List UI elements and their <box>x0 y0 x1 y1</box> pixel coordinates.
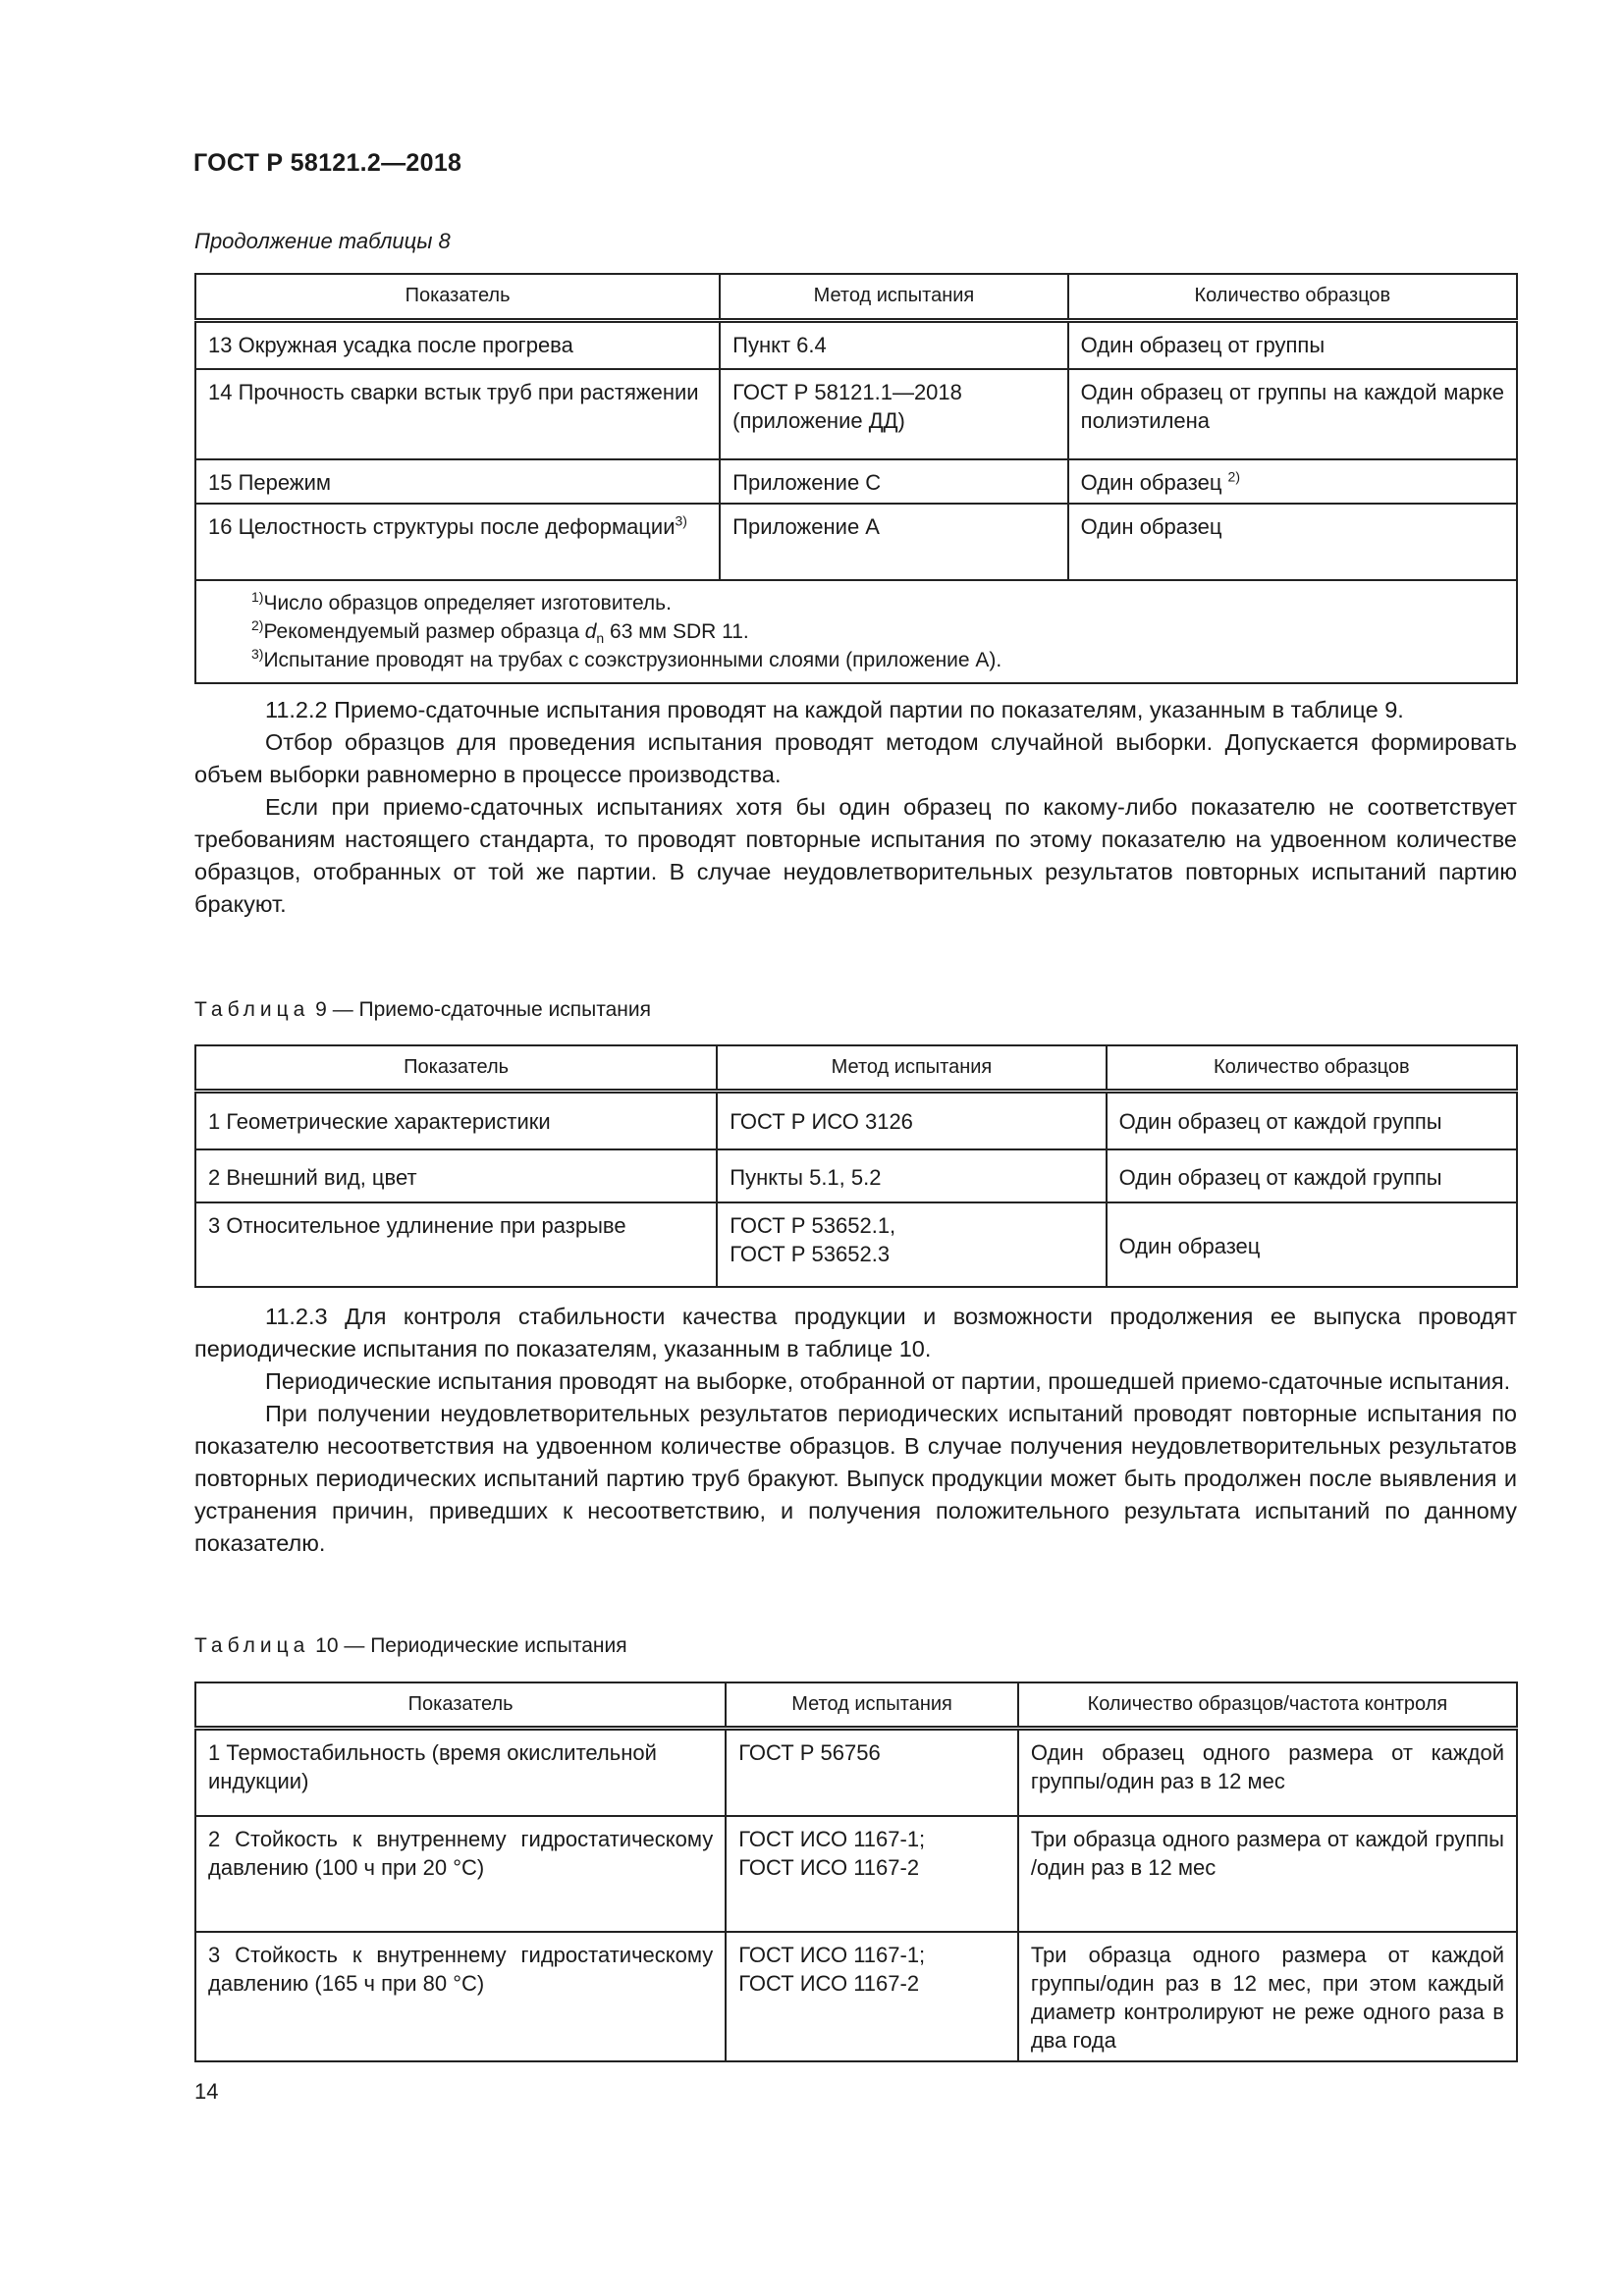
table-row <box>195 320 1517 369</box>
method-cell: Приложение С <box>720 459 1068 504</box>
indicator-cell: 3 Стойкость к внутреннему гидростатическому давлению (165 ч при 80 °С) <box>195 1932 726 2061</box>
table-continuation-label: Продолжение таблицы 8 <box>194 229 451 253</box>
paragraph: 11.2.2 Приемо-сдаточные испытания проводят на каждой партии по показателям, указанным в таблице 9. <box>265 697 1404 722</box>
indicator-cell: 14 Прочность сварки встык труб при растяжении <box>195 369 720 459</box>
document-title: ГОСТ Р 58121.2—2018 <box>193 149 462 177</box>
method-cell: ГОСТ Р 53652.1, ГОСТ Р 53652.3 <box>717 1202 1106 1287</box>
qty-text: Один образец <box>1080 470 1228 495</box>
column-header: Показатель <box>195 1682 726 1728</box>
paragraph: Если при приемо-сдаточных испытаниях хотя бы один образец по какому-либо показателю не соответствует требованиям настоящего стандарта, то проводят повторные испытания по этому показателю на удвоенном количестве образцов, отобранных от той же партии. В случае неудовлетворительных результатов повторных испытаний партию бракуют. <box>194 794 1517 917</box>
table-10-caption: Таблица 10 — Периодические испытания <box>194 1634 627 1657</box>
footnotes-row <box>195 580 1517 683</box>
section-11-2-3 <box>194 1301 1517 1560</box>
method-cell: ГОСТ Р 58121.1—2018 (приложение ДД) <box>720 369 1068 459</box>
method-cell: Пункт 6.4 <box>720 320 1068 369</box>
qty-cell: Один образец <box>1068 504 1517 580</box>
method-cell: Пункты 5.1, 5.2 <box>717 1149 1106 1202</box>
column-header: Количество образцов <box>1107 1045 1517 1091</box>
table-row <box>195 1816 1517 1932</box>
indicator-cell: 2 Стойкость к внутреннему гидростатическому давлению (100 ч при 20 °С) <box>195 1816 726 1932</box>
column-header: Показатель <box>195 1045 717 1091</box>
method-cell: ГОСТ ИСО 1167-1; ГОСТ ИСО 1167-2 <box>726 1816 1018 1932</box>
paragraph: 11.2.3 Для контроля стабильности качества продукции и возможности продолжения ее выпуска проводят периодические испытания по показателям, указанным в таблице 10. <box>194 1304 1517 1362</box>
qty-cell: Один образец от каждой группы <box>1107 1091 1517 1149</box>
qty-cell: Один образец от группы <box>1068 320 1517 369</box>
table-row <box>195 1728 1517 1816</box>
table-9-caption: Таблица 9 — Приемо-сдаточные испытания <box>194 998 651 1021</box>
indicator-text: 16 Целостность структуры после деформации <box>208 514 676 539</box>
indicator-cell <box>195 504 720 580</box>
table-row <box>195 1091 1517 1149</box>
column-header: Показатель <box>195 274 720 320</box>
qty-cell: Один образец одного размера от каждой группы/один раз в 12 мес <box>1018 1728 1517 1816</box>
footnote-1: $^{1)}$Число образцов определяет изготовитель. <box>251 589 672 614</box>
table-10 <box>194 1682 1518 2062</box>
table-8 <box>194 273 1518 684</box>
column-header: Метод испытания <box>720 274 1068 320</box>
paragraph: Отбор образцов для проведения испытания проводят методом случайной выборки. Допускается формировать объем выборки равномерно в процессе производства. <box>194 729 1517 787</box>
paragraph: При получении неудовлетворительных результатов периодических испытаний проводят повторные испытания по показателю несоответствия на удвоенном количестве образцов. В случае получения неудовлетворительных результатов повторных периодических испытаний партию труб бракуют. Выпуск продукции может быть продолжен после выявления и устранения причин, приведших к несоответствию, и получения положительного результата испытаний по данному показателю. <box>194 1401 1517 1556</box>
qty-cell <box>1068 459 1517 504</box>
indicator-cell: 2 Внешний вид, цвет <box>195 1149 717 1202</box>
footnote-2: $^{2)}$Рекомендуемый размер образца $d_n$ 63 мм SDR 11. <box>251 617 749 647</box>
method-cell: ГОСТ Р ИСО 3126 <box>717 1091 1106 1149</box>
footnotes-cell <box>195 580 1517 683</box>
column-header: Метод испытания <box>726 1682 1018 1728</box>
indicator-cell: 1 Термостабильность (время окислительной индукции) <box>195 1728 726 1816</box>
paragraph: Периодические испытания проводят на выборке, отобранной от партии, прошедшей приемо-сдаточные испытания. <box>265 1368 1511 1394</box>
qty-cell: Три образца одного размера от каждой группы/один раз в 12 мес, при этом каждый диаметр контролируют не реже одного раза в два года <box>1018 1932 1517 2061</box>
method-cell: ГОСТ ИСО 1167-1; ГОСТ ИСО 1167-2 <box>726 1932 1018 2061</box>
table-row <box>195 1149 1517 1202</box>
column-header: Количество образцов <box>1068 274 1517 320</box>
qty-cell: Один образец от группы на каждой марке полиэтилена <box>1068 369 1517 459</box>
table-row <box>195 459 1517 504</box>
page-number: 14 <box>194 2079 219 2104</box>
table-row <box>195 369 1517 459</box>
column-header: Количество образцов/частота контроля <box>1018 1682 1517 1728</box>
indicator-cell: 13 Окружная усадка после прогрева <box>195 320 720 369</box>
qty-cell: Три образца одного размера от каждой группы /один раз в 12 мес <box>1018 1816 1517 1932</box>
footnote-ref: 3) <box>675 512 687 529</box>
method-cell: Приложение А <box>720 504 1068 580</box>
section-11-2-2 <box>194 694 1517 921</box>
indicator-cell: 3 Относительное удлинение при разрыве <box>195 1202 717 1287</box>
indicator-cell: 1 Геометрические характеристики <box>195 1091 717 1149</box>
table-9 <box>194 1044 1518 1288</box>
column-header: Метод испытания <box>717 1045 1106 1091</box>
table-row <box>195 1932 1517 2061</box>
footnote-3: $^{3)}$Испытание проводят на трубах с соэкструзионными слоями (приложение А). <box>251 646 1002 671</box>
qty-cell: Один образец от каждой группы <box>1107 1149 1517 1202</box>
table-row <box>195 1202 1517 1287</box>
footnote-ref: 2) <box>1227 468 1240 485</box>
qty-cell: Один образец <box>1107 1202 1517 1287</box>
indicator-cell: 15 Пережим <box>195 459 720 504</box>
method-cell: ГОСТ Р 56756 <box>726 1728 1018 1816</box>
table-row <box>195 504 1517 580</box>
